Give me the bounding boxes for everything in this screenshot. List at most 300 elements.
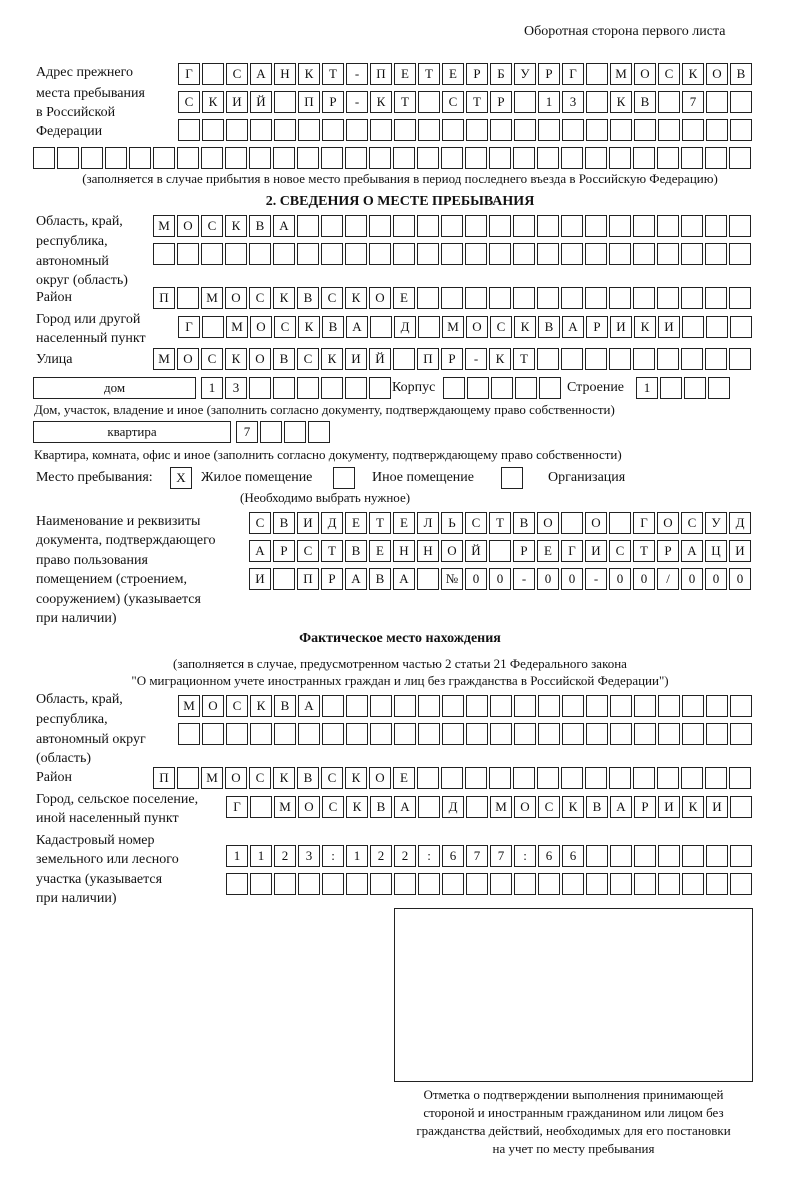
char-cell[interactable]	[658, 723, 680, 745]
char-cell[interactable]: В	[730, 63, 752, 85]
char-cell[interactable]: К	[682, 63, 704, 85]
char-cell[interactable]: К	[345, 287, 367, 309]
char-cell[interactable]: 0	[681, 568, 703, 590]
char-cell[interactable]	[609, 243, 631, 265]
char-cell[interactable]	[345, 243, 367, 265]
char-cell[interactable]: И	[249, 568, 271, 590]
char-cell[interactable]: М	[153, 215, 175, 237]
char-cell[interactable]	[730, 316, 752, 338]
char-cell[interactable]	[730, 845, 752, 867]
char-cell[interactable]: И	[345, 348, 367, 370]
char-cell[interactable]: 3	[225, 377, 247, 399]
char-cell[interactable]: О	[177, 348, 199, 370]
char-cell[interactable]: О	[369, 287, 391, 309]
char-cell[interactable]	[609, 147, 631, 169]
char-cell[interactable]	[226, 873, 248, 895]
char-cell[interactable]	[491, 377, 513, 399]
char-cell[interactable]: Р	[513, 540, 535, 562]
char-cell[interactable]: А	[346, 316, 368, 338]
char-cell[interactable]	[273, 243, 295, 265]
char-cell[interactable]: С	[465, 512, 487, 534]
char-cell[interactable]	[260, 421, 282, 443]
char-cell[interactable]	[297, 377, 319, 399]
char-cell[interactable]: К	[562, 796, 584, 818]
char-cell[interactable]: М	[610, 63, 632, 85]
char-cell[interactable]	[418, 723, 440, 745]
char-cell[interactable]: К	[250, 695, 272, 717]
actual-district-row[interactable]	[153, 767, 753, 789]
cadastral-row-1[interactable]	[226, 845, 754, 867]
char-cell[interactable]: В	[513, 512, 535, 534]
char-cell[interactable]	[442, 723, 464, 745]
char-cell[interactable]	[706, 723, 728, 745]
char-cell[interactable]	[490, 695, 512, 717]
char-cell[interactable]: 0	[537, 568, 559, 590]
char-cell[interactable]: М	[274, 796, 296, 818]
char-cell[interactable]: С	[226, 63, 248, 85]
char-cell[interactable]	[308, 421, 330, 443]
char-cell[interactable]	[729, 215, 751, 237]
char-cell[interactable]	[177, 287, 199, 309]
char-cell[interactable]: И	[585, 540, 607, 562]
char-cell[interactable]	[321, 243, 343, 265]
char-cell[interactable]	[57, 147, 79, 169]
char-cell[interactable]: К	[298, 63, 320, 85]
char-cell[interactable]: Р	[322, 91, 344, 113]
char-cell[interactable]	[369, 147, 391, 169]
char-cell[interactable]: П	[417, 348, 439, 370]
char-cell[interactable]: К	[273, 287, 295, 309]
char-cell[interactable]	[586, 845, 608, 867]
char-cell[interactable]: 1	[226, 845, 248, 867]
char-cell[interactable]: Е	[345, 512, 367, 534]
char-cell[interactable]: К	[634, 316, 656, 338]
char-cell[interactable]: В	[634, 91, 656, 113]
char-cell[interactable]	[513, 767, 535, 789]
char-cell[interactable]	[489, 147, 511, 169]
char-cell[interactable]: И	[226, 91, 248, 113]
previous-address-row-1[interactable]	[178, 63, 754, 85]
char-cell[interactable]	[201, 147, 223, 169]
char-cell[interactable]: В	[274, 695, 296, 717]
char-cell[interactable]	[658, 91, 680, 113]
char-cell[interactable]	[633, 287, 655, 309]
char-cell[interactable]: 2	[394, 845, 416, 867]
char-cell[interactable]	[706, 119, 728, 141]
char-cell[interactable]	[682, 873, 704, 895]
char-cell[interactable]: С	[321, 287, 343, 309]
char-cell[interactable]: А	[249, 540, 271, 562]
char-cell[interactable]	[705, 215, 727, 237]
char-cell[interactable]: 1	[201, 377, 223, 399]
char-cell[interactable]: Е	[393, 767, 415, 789]
char-cell[interactable]	[466, 796, 488, 818]
char-cell[interactable]: Р	[490, 91, 512, 113]
district-row[interactable]	[153, 287, 753, 309]
char-cell[interactable]	[538, 873, 560, 895]
char-cell[interactable]: И	[658, 796, 680, 818]
char-cell[interactable]	[730, 91, 752, 113]
char-cell[interactable]	[513, 147, 535, 169]
char-cell[interactable]	[202, 316, 224, 338]
apartment-type-field[interactable]: квартира	[33, 421, 231, 443]
char-cell[interactable]: И	[706, 796, 728, 818]
char-cell[interactable]: В	[322, 316, 344, 338]
char-cell[interactable]: П	[370, 63, 392, 85]
char-cell[interactable]: 0	[465, 568, 487, 590]
char-cell[interactable]: -	[346, 63, 368, 85]
char-cell[interactable]	[657, 287, 679, 309]
char-cell[interactable]: 7	[466, 845, 488, 867]
char-cell[interactable]	[249, 377, 271, 399]
char-cell[interactable]: 0	[489, 568, 511, 590]
char-cell[interactable]	[465, 215, 487, 237]
char-cell[interactable]	[657, 767, 679, 789]
char-cell[interactable]	[729, 287, 751, 309]
char-cell[interactable]	[465, 767, 487, 789]
char-cell[interactable]: С	[658, 63, 680, 85]
char-cell[interactable]	[513, 215, 535, 237]
char-cell[interactable]	[705, 287, 727, 309]
char-cell[interactable]: О	[250, 316, 272, 338]
char-cell[interactable]	[417, 243, 439, 265]
char-cell[interactable]	[417, 287, 439, 309]
char-cell[interactable]	[178, 723, 200, 745]
char-cell[interactable]	[706, 873, 728, 895]
char-cell[interactable]	[634, 723, 656, 745]
char-cell[interactable]: А	[273, 215, 295, 237]
char-cell[interactable]: П	[298, 91, 320, 113]
char-cell[interactable]	[393, 243, 415, 265]
char-cell[interactable]	[633, 243, 655, 265]
char-cell[interactable]	[634, 845, 656, 867]
char-cell[interactable]: К	[298, 316, 320, 338]
char-cell[interactable]: С	[178, 91, 200, 113]
char-cell[interactable]	[418, 119, 440, 141]
char-cell[interactable]: М	[201, 287, 223, 309]
char-cell[interactable]: :	[322, 845, 344, 867]
char-cell[interactable]: М	[442, 316, 464, 338]
char-cell[interactable]	[730, 119, 752, 141]
char-cell[interactable]: Т	[633, 540, 655, 562]
char-cell[interactable]: О	[441, 540, 463, 562]
char-cell[interactable]	[682, 316, 704, 338]
char-cell[interactable]	[466, 723, 488, 745]
char-cell[interactable]	[202, 119, 224, 141]
char-cell[interactable]	[417, 215, 439, 237]
char-cell[interactable]: В	[297, 767, 319, 789]
char-cell[interactable]	[537, 215, 559, 237]
char-cell[interactable]	[585, 767, 607, 789]
char-cell[interactable]: 0	[729, 568, 751, 590]
char-cell[interactable]: Г	[633, 512, 655, 534]
char-cell[interactable]	[297, 215, 319, 237]
char-cell[interactable]: А	[681, 540, 703, 562]
char-cell[interactable]: Р	[538, 63, 560, 85]
char-cell[interactable]	[729, 767, 751, 789]
char-cell[interactable]: Т	[394, 91, 416, 113]
char-cell[interactable]	[537, 767, 559, 789]
char-cell[interactable]	[682, 845, 704, 867]
char-cell[interactable]	[657, 348, 679, 370]
char-cell[interactable]	[467, 377, 489, 399]
char-cell[interactable]	[322, 119, 344, 141]
char-cell[interactable]	[249, 147, 271, 169]
actual-region-row-1[interactable]	[178, 695, 754, 717]
char-cell[interactable]	[394, 119, 416, 141]
char-cell[interactable]	[634, 873, 656, 895]
char-cell[interactable]	[466, 695, 488, 717]
char-cell[interactable]	[585, 147, 607, 169]
char-cell[interactable]	[585, 215, 607, 237]
char-cell[interactable]: /	[657, 568, 679, 590]
char-cell[interactable]: С	[321, 767, 343, 789]
char-cell[interactable]: В	[273, 512, 295, 534]
char-cell[interactable]: К	[273, 767, 295, 789]
char-cell[interactable]: С	[201, 215, 223, 237]
char-cell[interactable]	[369, 243, 391, 265]
char-cell[interactable]	[489, 540, 511, 562]
char-cell[interactable]: Й	[369, 348, 391, 370]
char-cell[interactable]	[418, 695, 440, 717]
char-cell[interactable]	[682, 723, 704, 745]
char-cell[interactable]	[684, 377, 706, 399]
actual-region-row-2[interactable]	[178, 723, 754, 745]
char-cell[interactable]: А	[298, 695, 320, 717]
char-cell[interactable]	[225, 243, 247, 265]
char-cell[interactable]	[561, 215, 583, 237]
char-cell[interactable]	[250, 796, 272, 818]
char-cell[interactable]	[443, 377, 465, 399]
char-cell[interactable]: 6	[442, 845, 464, 867]
char-cell[interactable]: К	[346, 796, 368, 818]
char-cell[interactable]	[442, 873, 464, 895]
char-cell[interactable]	[610, 723, 632, 745]
house-number-cells[interactable]	[201, 377, 393, 399]
char-cell[interactable]	[610, 695, 632, 717]
char-cell[interactable]	[681, 215, 703, 237]
house-type-field[interactable]: дом	[33, 377, 196, 399]
char-cell[interactable]	[489, 243, 511, 265]
char-cell[interactable]: 0	[609, 568, 631, 590]
char-cell[interactable]	[345, 147, 367, 169]
char-cell[interactable]	[129, 147, 151, 169]
char-cell[interactable]	[321, 377, 343, 399]
structure-cells[interactable]	[636, 377, 732, 399]
char-cell[interactable]: -	[465, 348, 487, 370]
char-cell[interactable]	[465, 287, 487, 309]
char-cell[interactable]	[274, 91, 296, 113]
char-cell[interactable]	[297, 147, 319, 169]
char-cell[interactable]	[729, 243, 751, 265]
stay-option-checkbox-other[interactable]	[333, 467, 355, 489]
char-cell[interactable]: Р	[586, 316, 608, 338]
char-cell[interactable]	[249, 243, 271, 265]
char-cell[interactable]	[274, 723, 296, 745]
char-cell[interactable]	[418, 796, 440, 818]
char-cell[interactable]	[250, 723, 272, 745]
stay-option-checkbox-residential[interactable]: X	[170, 467, 192, 489]
char-cell[interactable]: П	[297, 568, 319, 590]
char-cell[interactable]	[730, 873, 752, 895]
char-cell[interactable]: С	[249, 767, 271, 789]
char-cell[interactable]: 3	[298, 845, 320, 867]
char-cell[interactable]: 1	[538, 91, 560, 113]
char-cell[interactable]: С	[442, 91, 464, 113]
char-cell[interactable]: И	[297, 512, 319, 534]
char-cell[interactable]	[537, 348, 559, 370]
char-cell[interactable]	[682, 695, 704, 717]
char-cell[interactable]	[417, 147, 439, 169]
document-row-3[interactable]	[249, 568, 753, 590]
char-cell[interactable]: Е	[394, 63, 416, 85]
char-cell[interactable]: Т	[418, 63, 440, 85]
char-cell[interactable]: А	[610, 796, 632, 818]
char-cell[interactable]	[681, 348, 703, 370]
char-cell[interactable]: Ц	[705, 540, 727, 562]
char-cell[interactable]: В	[586, 796, 608, 818]
char-cell[interactable]	[705, 348, 727, 370]
char-cell[interactable]	[537, 147, 559, 169]
char-cell[interactable]	[489, 767, 511, 789]
char-cell[interactable]: А	[345, 568, 367, 590]
char-cell[interactable]: Р	[441, 348, 463, 370]
char-cell[interactable]	[706, 91, 728, 113]
char-cell[interactable]	[586, 91, 608, 113]
char-cell[interactable]: С	[322, 796, 344, 818]
char-cell[interactable]	[537, 287, 559, 309]
char-cell[interactable]	[633, 767, 655, 789]
char-cell[interactable]	[298, 119, 320, 141]
char-cell[interactable]	[633, 147, 655, 169]
char-cell[interactable]	[225, 147, 247, 169]
char-cell[interactable]	[418, 316, 440, 338]
char-cell[interactable]	[490, 723, 512, 745]
previous-address-row-2[interactable]	[178, 91, 754, 113]
stay-option-checkbox-organization[interactable]	[501, 467, 523, 489]
char-cell[interactable]: Е	[369, 540, 391, 562]
char-cell[interactable]: 1	[346, 845, 368, 867]
char-cell[interactable]	[153, 243, 175, 265]
char-cell[interactable]: Р	[466, 63, 488, 85]
char-cell[interactable]	[441, 243, 463, 265]
char-cell[interactable]: А	[562, 316, 584, 338]
char-cell[interactable]	[514, 91, 536, 113]
char-cell[interactable]	[658, 695, 680, 717]
char-cell[interactable]	[370, 723, 392, 745]
char-cell[interactable]: О	[177, 215, 199, 237]
char-cell[interactable]	[226, 119, 248, 141]
char-cell[interactable]	[681, 243, 703, 265]
char-cell[interactable]	[706, 316, 728, 338]
char-cell[interactable]: О	[657, 512, 679, 534]
char-cell[interactable]: Г	[562, 63, 584, 85]
char-cell[interactable]	[538, 723, 560, 745]
char-cell[interactable]	[465, 147, 487, 169]
char-cell[interactable]: С	[538, 796, 560, 818]
char-cell[interactable]	[681, 287, 703, 309]
char-cell[interactable]: Й	[465, 540, 487, 562]
char-cell[interactable]	[370, 873, 392, 895]
street-row[interactable]	[153, 348, 753, 370]
char-cell[interactable]: О	[225, 767, 247, 789]
char-cell[interactable]	[609, 287, 631, 309]
char-cell[interactable]	[345, 215, 367, 237]
char-cell[interactable]	[250, 873, 272, 895]
char-cell[interactable]: И	[610, 316, 632, 338]
char-cell[interactable]: П	[153, 767, 175, 789]
char-cell[interactable]	[177, 147, 199, 169]
char-cell[interactable]	[418, 873, 440, 895]
char-cell[interactable]	[441, 767, 463, 789]
char-cell[interactable]	[515, 377, 537, 399]
char-cell[interactable]: С	[297, 540, 319, 562]
char-cell[interactable]	[514, 723, 536, 745]
char-cell[interactable]	[730, 695, 752, 717]
char-cell[interactable]	[514, 695, 536, 717]
char-cell[interactable]	[513, 287, 535, 309]
char-cell[interactable]	[442, 119, 464, 141]
char-cell[interactable]: А	[393, 568, 415, 590]
char-cell[interactable]	[417, 568, 439, 590]
char-cell[interactable]	[729, 147, 751, 169]
char-cell[interactable]: Р	[634, 796, 656, 818]
char-cell[interactable]	[681, 147, 703, 169]
char-cell[interactable]	[609, 767, 631, 789]
char-cell[interactable]: Г	[561, 540, 583, 562]
char-cell[interactable]	[273, 147, 295, 169]
char-cell[interactable]: Й	[250, 91, 272, 113]
char-cell[interactable]	[274, 119, 296, 141]
char-cell[interactable]: С	[297, 348, 319, 370]
char-cell[interactable]	[393, 215, 415, 237]
char-cell[interactable]: С	[274, 316, 296, 338]
char-cell[interactable]	[298, 723, 320, 745]
char-cell[interactable]: 2	[370, 845, 392, 867]
char-cell[interactable]: 7	[236, 421, 258, 443]
char-cell[interactable]: Ь	[441, 512, 463, 534]
char-cell[interactable]: К	[225, 215, 247, 237]
char-cell[interactable]	[658, 119, 680, 141]
document-row-1[interactable]	[249, 512, 753, 534]
char-cell[interactable]	[33, 147, 55, 169]
char-cell[interactable]: Г	[178, 63, 200, 85]
char-cell[interactable]	[370, 695, 392, 717]
char-cell[interactable]	[418, 91, 440, 113]
char-cell[interactable]	[633, 348, 655, 370]
char-cell[interactable]	[369, 215, 391, 237]
char-cell[interactable]	[538, 119, 560, 141]
char-cell[interactable]	[609, 512, 631, 534]
char-cell[interactable]	[586, 873, 608, 895]
char-cell[interactable]	[730, 723, 752, 745]
char-cell[interactable]	[514, 119, 536, 141]
char-cell[interactable]: К	[225, 348, 247, 370]
char-cell[interactable]: И	[658, 316, 680, 338]
char-cell[interactable]	[514, 873, 536, 895]
char-cell[interactable]	[586, 119, 608, 141]
char-cell[interactable]	[705, 243, 727, 265]
char-cell[interactable]	[705, 767, 727, 789]
char-cell[interactable]	[586, 63, 608, 85]
char-cell[interactable]: Д	[394, 316, 416, 338]
char-cell[interactable]	[322, 873, 344, 895]
char-cell[interactable]	[226, 723, 248, 745]
char-cell[interactable]	[561, 512, 583, 534]
char-cell[interactable]	[658, 845, 680, 867]
char-cell[interactable]: 1	[250, 845, 272, 867]
char-cell[interactable]	[441, 215, 463, 237]
